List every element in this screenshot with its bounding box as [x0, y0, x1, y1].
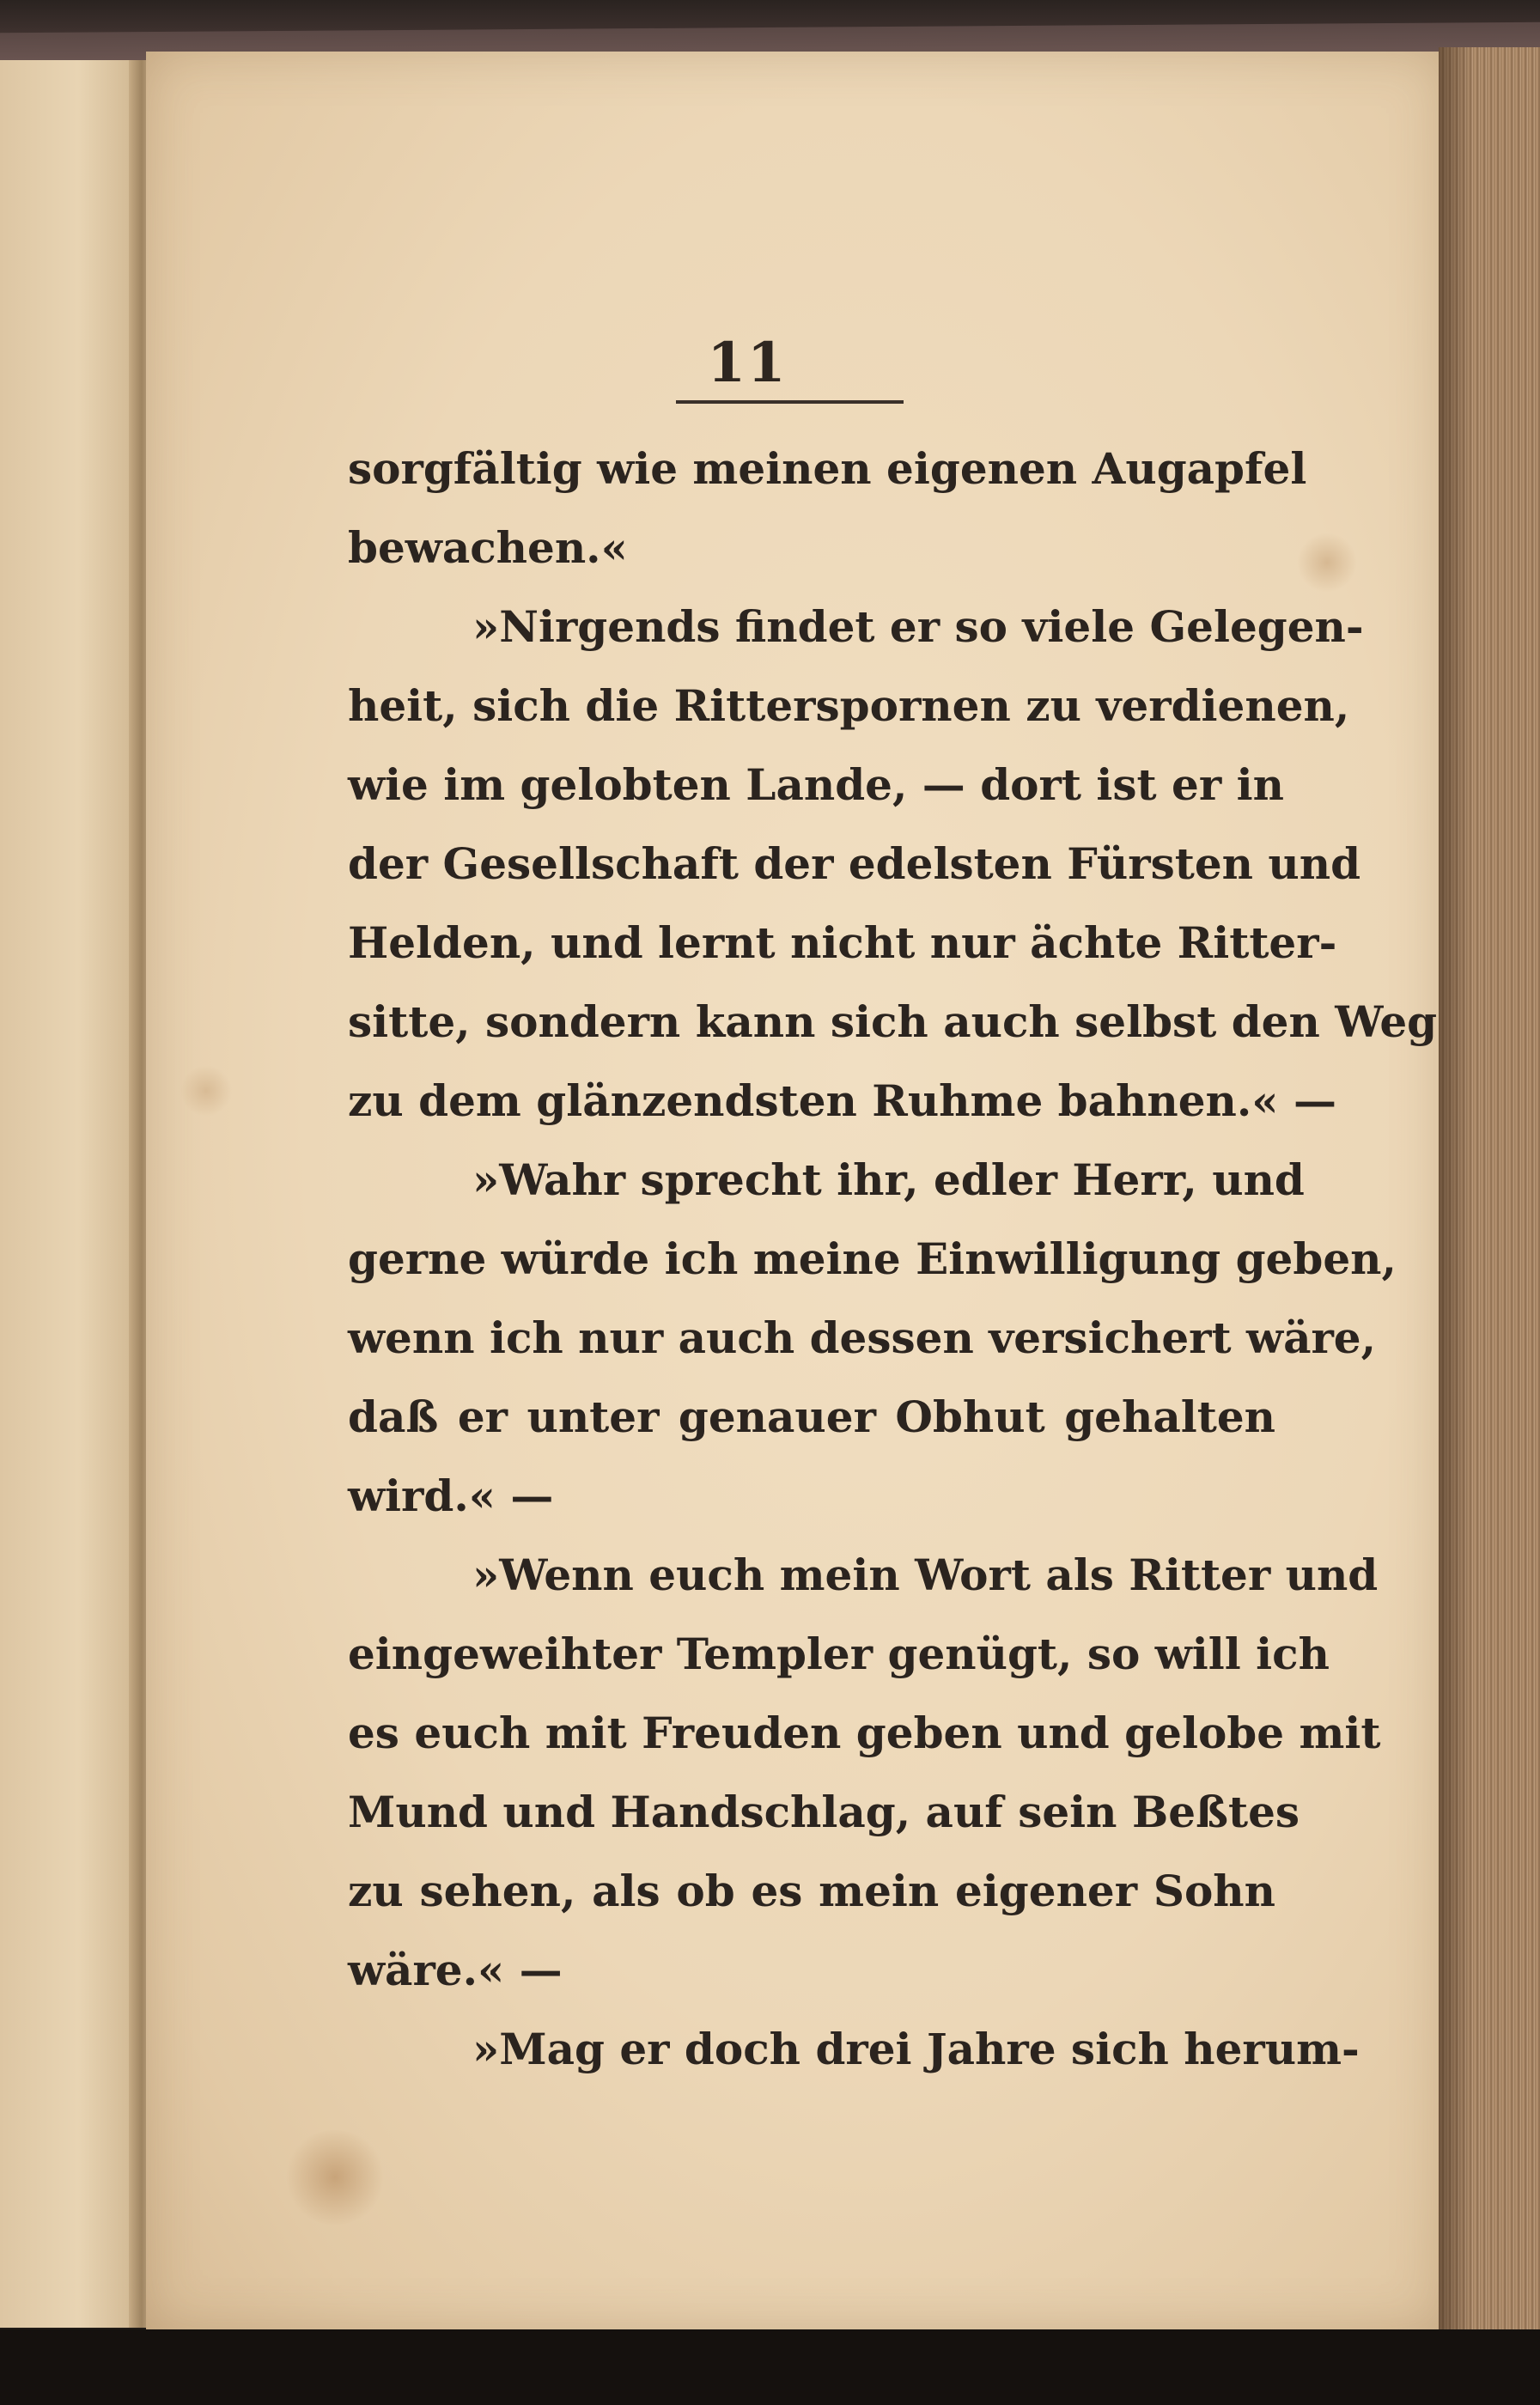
text-line: zu dem glänzendsten Ruhme bahnen.« —	[348, 1075, 1336, 1126]
scan-bottom-edge	[0, 2329, 1540, 2405]
text-line: Helden, und lernt nicht nur ächte Ritter-	[348, 917, 1337, 968]
text-line: sorgfältig wie meinen eigenen Augapfel	[348, 443, 1307, 494]
page-number-rule	[676, 400, 904, 404]
paper-stain	[180, 1065, 232, 1117]
text-line: wäre.« —	[348, 1945, 563, 1995]
text-line: eingeweihter Templer genügt, so will ich	[348, 1629, 1330, 1679]
paper-stain	[283, 2130, 387, 2225]
text-line: gerne würde ich meine Einwilligung geben,	[348, 1233, 1397, 1284]
text-line: wird.« —	[348, 1470, 554, 1521]
paper-stain	[1297, 533, 1357, 593]
page-number: 11	[707, 331, 788, 395]
text-line: »Wenn euch mein Wort als Ritter und	[472, 1550, 1379, 1600]
previous-page-sliver	[0, 60, 142, 2328]
body-text	[348, 429, 1438, 2089]
text-line: zu sehen, als ob es mein eigener Sohn	[348, 1866, 1275, 1916]
text-line: wie im gelobten Lande, — dort ist er in	[348, 759, 1284, 810]
text-line: es euch mit Freuden geben und gelobe mit	[348, 1708, 1381, 1758]
text-line: bewachen.«	[348, 522, 628, 573]
text-line: daß er unter genauer Obhut gehalten	[348, 1391, 1275, 1442]
text-line: sitte, sondern kann sich auch selbst den Weg	[348, 996, 1438, 1047]
text-line: der Gesellschaft der edelsten Fürsten und	[348, 838, 1361, 889]
text-line: wenn ich nur auch dessen versichert wäre,	[348, 1312, 1377, 1363]
text-line: Mund und Handschlag, auf sein Beßtes	[348, 1787, 1300, 1837]
text-line: »Mag er doch drei Jahre sich herum-	[472, 2024, 1360, 2074]
page-edge-shadow	[1439, 47, 1473, 2332]
text-line: heit, sich die Ritterspornen zu verdienen,	[348, 680, 1350, 731]
text-line: »Nirgends findet er so viele Gelegen-	[472, 601, 1364, 652]
text-line: »Wahr sprecht ihr, edler Herr, und	[472, 1154, 1305, 1205]
